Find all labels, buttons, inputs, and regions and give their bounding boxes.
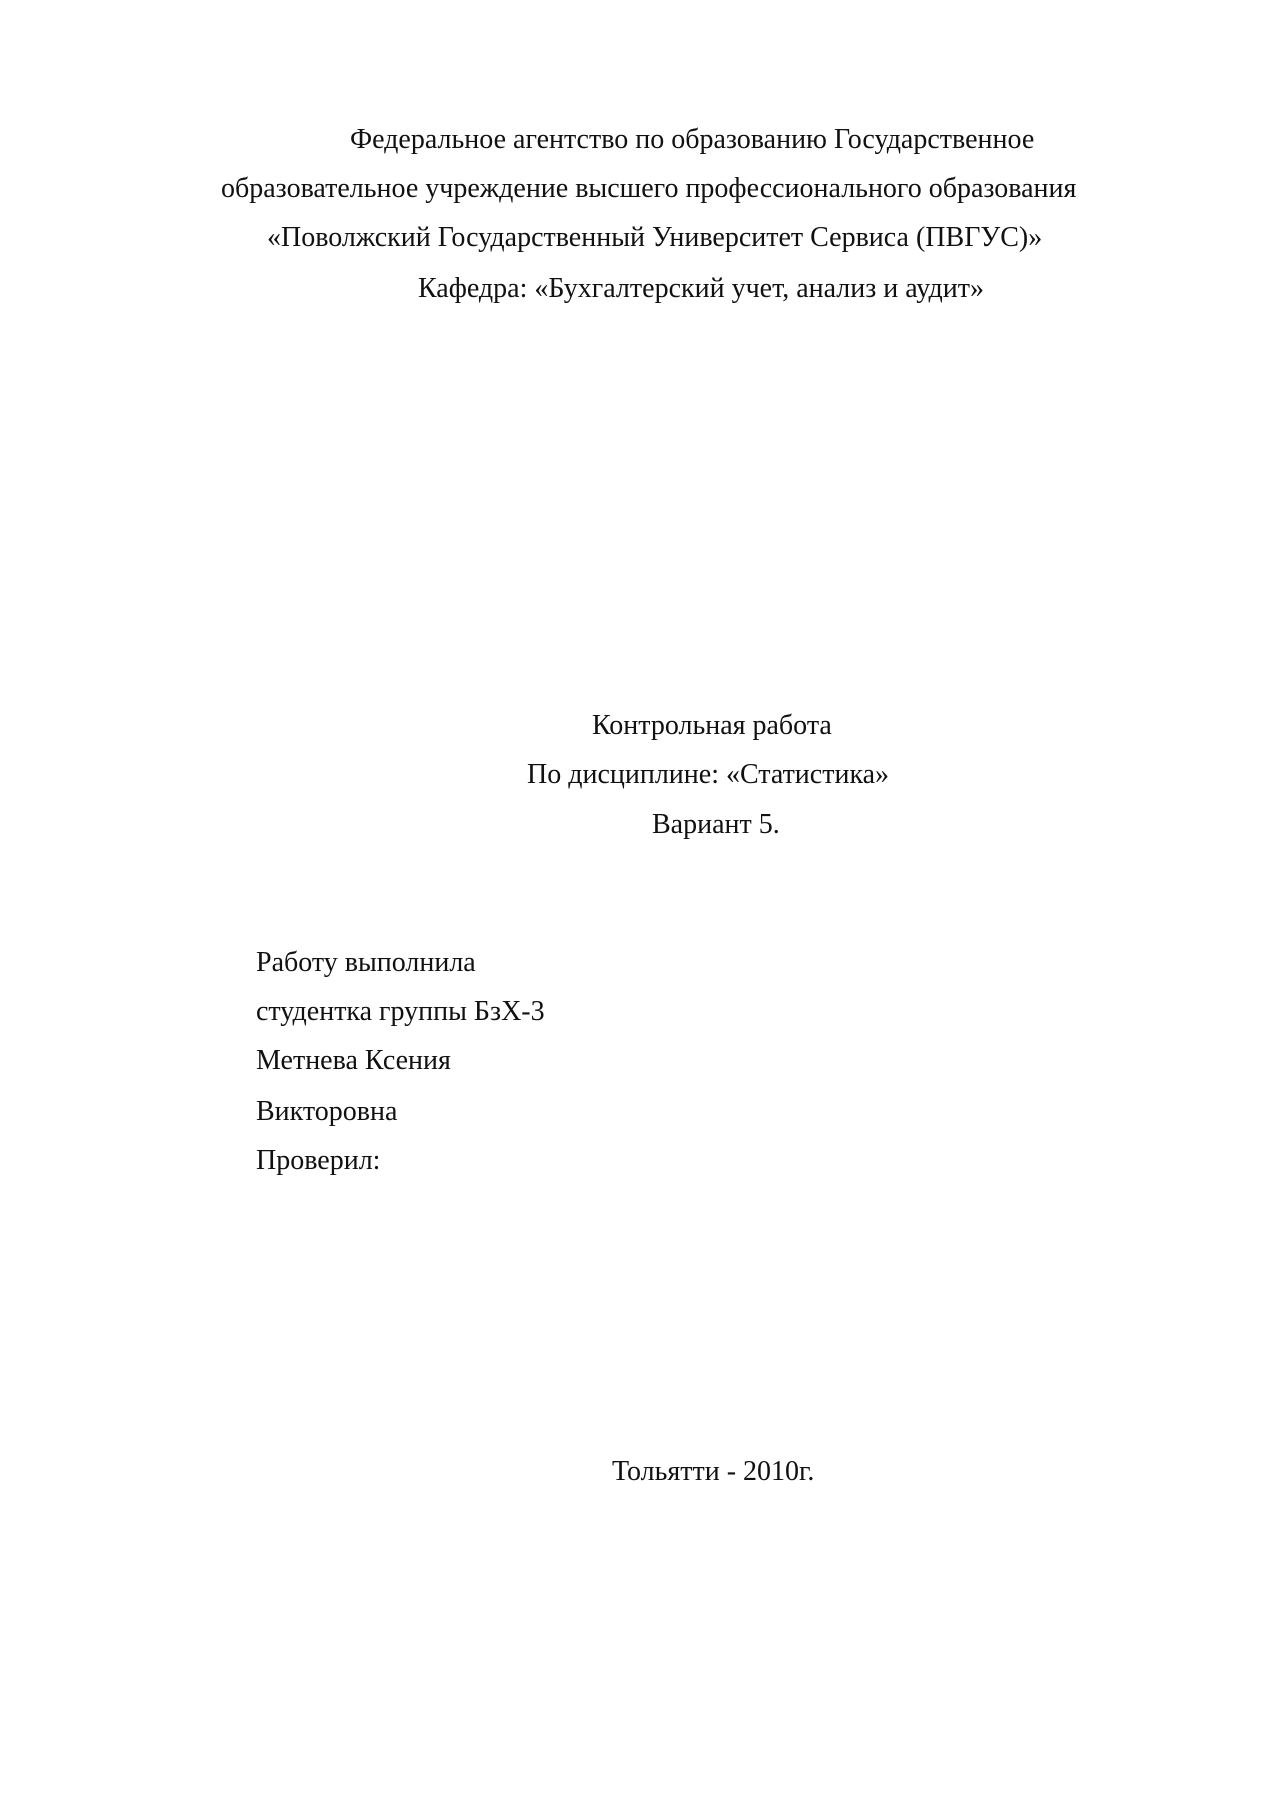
department-line: Кафедра: «Бухгалтерский учет, анализ и аудит»: [418, 273, 985, 304]
student-group: студентка группы БзХ-3: [256, 996, 545, 1027]
student-patronymic: Викторовна: [256, 1096, 398, 1127]
checked-by: Проверил:: [256, 1145, 381, 1176]
institution-line: образовательное учреждение высшего профессионального образования: [221, 173, 1077, 204]
student-name: Метнева Ксения: [256, 1045, 451, 1076]
city-year: Тольятти - 2010г.: [612, 1456, 815, 1487]
work-type: Контрольная работа: [592, 710, 832, 741]
agency-line: Федеральное агентство по образованию Государственное: [350, 124, 1035, 155]
performed-by: Работу выполнила: [256, 947, 476, 978]
discipline: По дисциплине: «Статистика»: [527, 759, 890, 790]
variant: Вариант 5.: [652, 809, 780, 840]
university-line: «Поволжский Государственный Университет Сервиса (ПВГУС)»: [267, 222, 1043, 253]
